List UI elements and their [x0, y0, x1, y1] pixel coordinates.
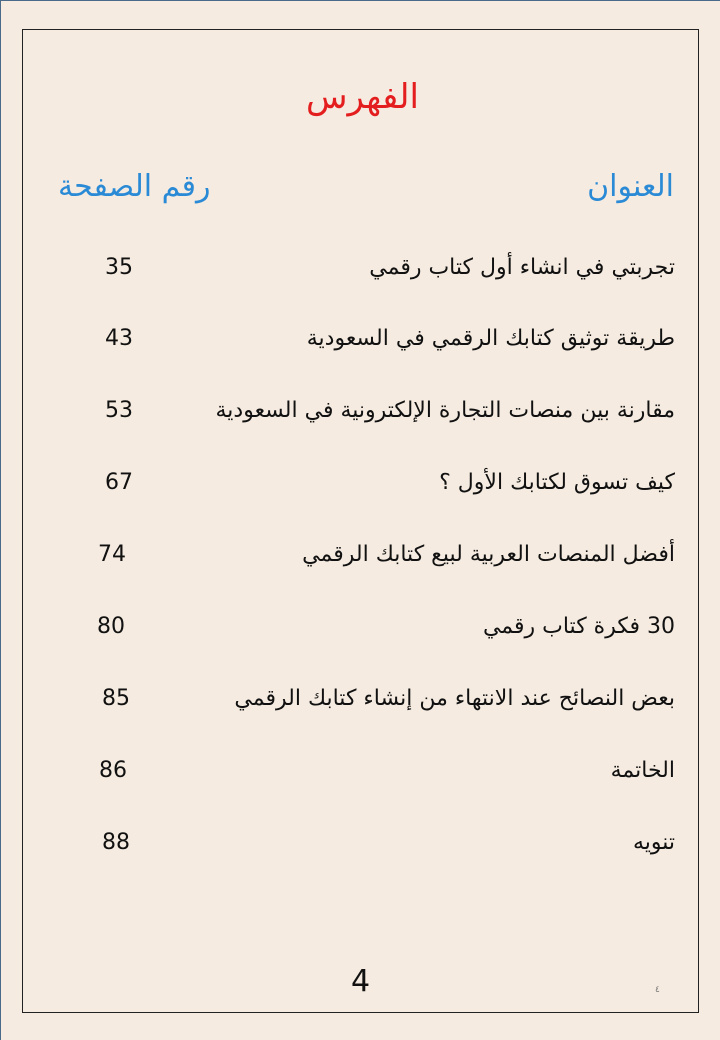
toc-entry-page: 67: [105, 470, 133, 495]
toc-row[interactable]: [1, 686, 720, 726]
page-number-arabic: ٤: [655, 985, 660, 995]
toc-entry-title: طريقة توثيق كتابك الرقمي في السعودية: [306, 326, 675, 351]
toc-row[interactable]: [1, 542, 720, 582]
toc-entry-title: بعض النصائح عند الانتهاء من إنشاء كتابك الرقمي: [234, 686, 675, 711]
toc-row[interactable]: [1, 614, 720, 654]
toc-row[interactable]: [1, 326, 720, 366]
toc-entry-page: 74: [98, 542, 126, 567]
toc-entry-page: 43: [105, 326, 133, 351]
toc-entry-page: 80: [97, 614, 125, 639]
index-title: الفهرس: [306, 77, 419, 117]
toc-row[interactable]: [1, 398, 720, 438]
toc-entry-title: أفضل المنصات العربية لبيع كتابك الرقمي: [302, 542, 675, 567]
toc-entry-title: تجربتي في انشاء أول كتاب رقمي: [369, 255, 675, 280]
toc-entry-page: 88: [102, 830, 130, 855]
toc-entry-title: كيف تسوق لكتابك الأول ؟: [439, 470, 675, 495]
page-number: 4: [351, 964, 371, 999]
toc-row[interactable]: [1, 758, 720, 798]
toc-row[interactable]: [1, 470, 720, 510]
toc-entry-title: مقارنة بين منصات التجارة الإلكترونية في السعودية: [215, 398, 675, 423]
toc-entry-title: 30 فكرة كتاب رقمي: [482, 614, 675, 639]
toc-entry-page: 86: [99, 758, 127, 783]
column-header-title: العنوان: [587, 169, 674, 204]
column-header-page: رقم الصفحة: [58, 169, 211, 204]
toc-row[interactable]: [1, 830, 720, 870]
toc-entry-page: 53: [105, 398, 133, 423]
toc-entry-title: الخاتمة: [610, 758, 675, 783]
toc-entry-page: 35: [105, 255, 133, 280]
toc-entry-title: تنويه: [632, 830, 675, 855]
toc-row[interactable]: [1, 255, 720, 295]
toc-entry-page: 85: [102, 686, 130, 711]
